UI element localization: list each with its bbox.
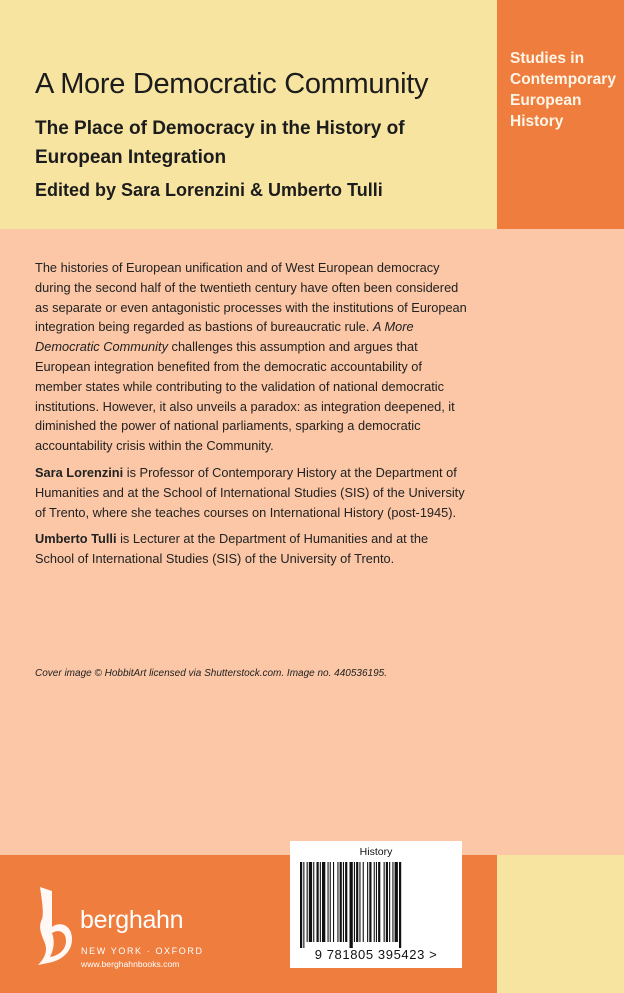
- barcode-bar: [320, 862, 321, 942]
- bio-text: is Lecturer at the Department of Humanities and at the School of International Studies (SIS) of the University of Trento.: [35, 531, 429, 567]
- barcode-bar: [374, 862, 375, 942]
- barcode-bar: [300, 862, 302, 948]
- berghahn-logo-icon: [34, 887, 74, 967]
- barcode-bar: [307, 862, 308, 942]
- barcode-bar: [369, 862, 371, 942]
- barcode-bar: [399, 862, 401, 948]
- bio-name: Umberto Tulli: [35, 531, 117, 547]
- isbn-number: 9 781805 395423 >: [314, 947, 438, 962]
- barcode-bar: [384, 862, 385, 942]
- book-title: A More Democratic Community: [35, 68, 429, 100]
- cover-image-credit: Cover image © HobbitArt licensed via Shutterstock.com. Image no. 440536195.: [35, 668, 387, 679]
- barcode-bar: [356, 862, 358, 942]
- barcode-bar: [313, 862, 314, 942]
- description-text: The histories of European unification and of West European democracy during the second half of the twentieth century have often been considered as separate or even antagonistic processes with the institutions of European integration being regarded as bastions of bureaucratic rule.: [35, 260, 467, 335]
- barcode-bar: [337, 862, 338, 942]
- barcode-bar: [343, 862, 344, 942]
- bio-text: is Professor of Contemporary History at the Department of Humanities and at the School of International Studies (SIS) of the University of Trento, where she teaches courses on International History (post-1945).: [35, 464, 465, 520]
- barcode-bar: [303, 862, 304, 948]
- publisher-cities: NEW YORK · OXFORD: [81, 946, 204, 956]
- barcode-bar: [367, 862, 368, 942]
- series-line: Contemporary: [510, 71, 616, 88]
- publisher-name: berghahn: [80, 906, 184, 934]
- barcode-bar: [340, 862, 342, 942]
- barcode-bar: [322, 862, 325, 942]
- barcode-bar: [392, 862, 393, 942]
- barcode-bar: [309, 862, 312, 942]
- blurb: [35, 258, 467, 576]
- description-text-continued: challenges this assumption and argues that European integration benefited from the democratic accountability of member states while contributing to the validation of national democratic institutions. However, it also unveils a paradox: as integration deepened, it diminished the power of national parliaments, sparking a democratic accountability crisis within the Community.: [35, 339, 455, 454]
- barcode-bar: [376, 862, 377, 942]
- book-editors: Edited by Sara Lorenzini & Umberto Tulli: [35, 180, 383, 200]
- description-title-italic: A More Democratic Community: [35, 319, 414, 355]
- barcode-bar: [345, 862, 347, 942]
- series-name: [510, 48, 620, 132]
- book-subtitle: The Place of Democracy in the History of European Integration: [35, 118, 405, 168]
- barcode-bar: [354, 862, 355, 942]
- barcode-bar: [363, 862, 364, 942]
- barcode-bar: [359, 862, 360, 942]
- barcode-bar: [350, 862, 353, 948]
- barcode-bar: [328, 862, 329, 942]
- bio-name: Sara Lorenzini: [35, 464, 124, 480]
- barcode-bar: [317, 862, 319, 942]
- isbn-barcode: [300, 862, 452, 948]
- barcode-bar: [386, 862, 388, 942]
- barcode-bar: [389, 862, 390, 942]
- series-line: History: [510, 113, 564, 130]
- corner-panel: [497, 855, 624, 993]
- publisher-url: www.berghahnbooks.com: [81, 959, 180, 969]
- series-line: European: [510, 92, 582, 109]
- barcode-bar: [330, 862, 331, 942]
- series-line: Studies in: [510, 50, 585, 67]
- editor-bio-lorenzini: [35, 463, 467, 522]
- description-paragraph: [35, 258, 467, 456]
- barcode-bar: [395, 862, 398, 942]
- barcode-bar: [378, 862, 380, 942]
- editor-bio-tulli: [35, 529, 467, 569]
- barcode-bar: [333, 862, 334, 942]
- barcode-category: History: [359, 846, 393, 858]
- barcode-label: [290, 841, 462, 968]
